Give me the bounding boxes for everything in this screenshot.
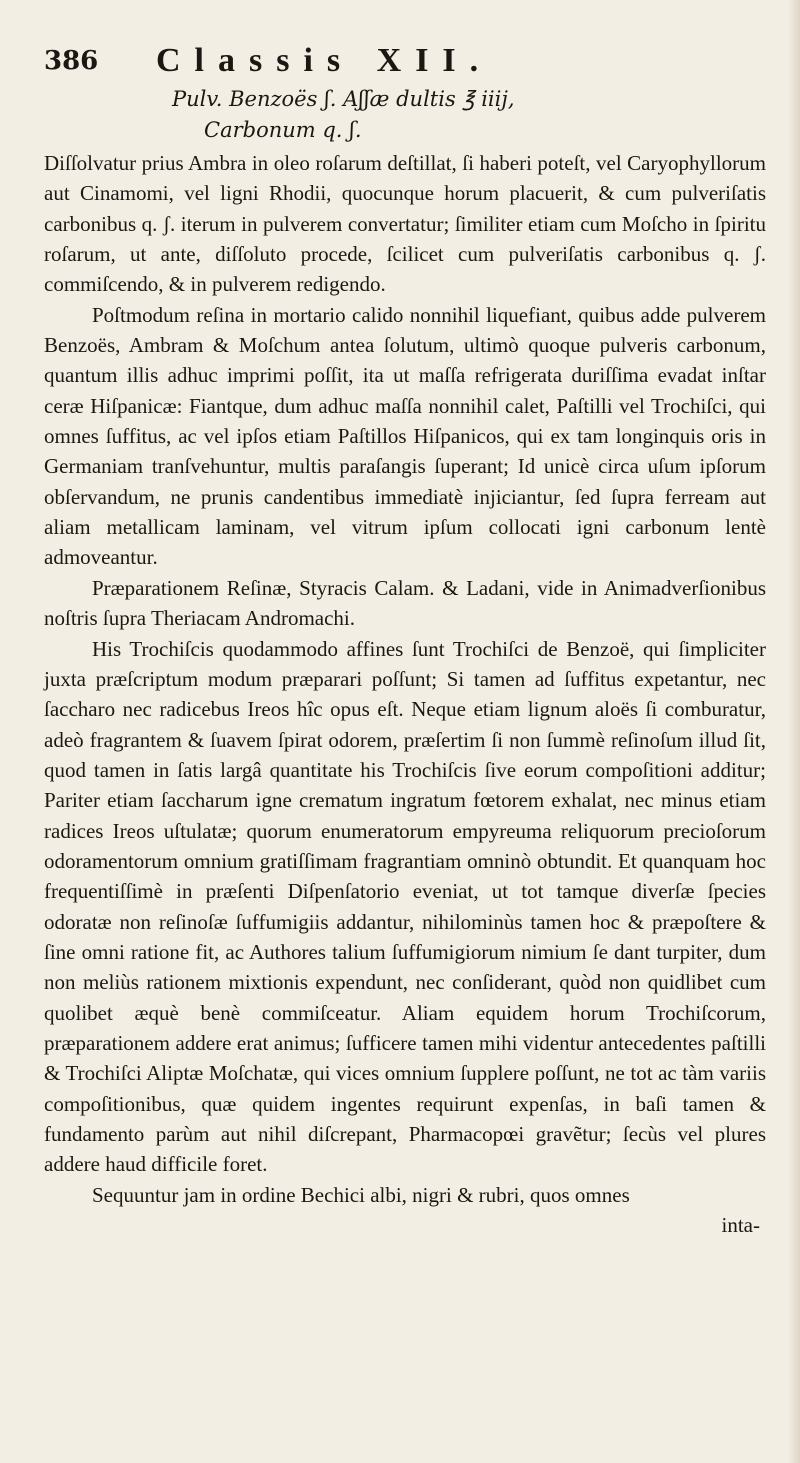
paragraph-4: His Trochiſcis quodammodo affines ſunt Trochiſci de Benzoë, qui ſimpliciter juxta præſcriptum modum præparari poſſunt; Si tamen ad ſuffitus expetantur, nec ſaccharo nec radicebus Ireos hîc opus eſt. Neque etiam lignum aloës ſi comburatur, adeò fragrantem & ſuavem ſpirat odorem, præſertim ſi non ſummè reſinoſum illud ſit, quod tamen in ſatis largâ quantitate his Trochiſcis ſive eorum compoſitioni additur; Pariter etiam ſaccharum igne crematum ingratum fœtorem exhalat, nec minus etiam radices Ireos uſtulatæ; quorum enumeratorum empyreuma reliquorum precioſorum odoramentorum omnium gratiſſimam fragrantiam omninò obtundit. Et quanquam hoc frequentiſſimè in præſenti Diſpenſatorio eveniat, ut tot tamque diverſæ ſpecies odoratæ non reſinoſæ ſuffumigiis addantur, nihilominùs tamen hoc & præpoſtere & ſine omni ratione fit, ac Authores talium ſuffumigiorum nimium ſe dant turpiter, dum non meliùs rationem mixtionis expendunt, nec conſiderant, quòd non quidlibet cum quolibet æquè benè commiſceatur. Aliam equidem horum Trochiſcorum, præparationem addere erat animus; ſufficere tamen mihi videntur antecedentes paſtilli & Trochiſci Aliptæ Moſchatæ, qui vices omnium ſupplere poſſunt, ne tot ac tàm variis compoſitionibus, quæ quidem ingentes requirunt expenſas, in baſi tamen & fundamento parùm aut nihil diſcrepant, Pharmacopœi gravẽtur; ſecùs vel plures addere haud difficile foret. xyxy=(44,636,766,1177)
running-head: Classis XII. xyxy=(156,42,493,79)
page-number: 386 xyxy=(44,46,99,76)
paragraph-1: Diſſolvatur prius Ambra in oleo roſarum deſtillat, ſi haberi poteſt, vel Caryophyllorum aut Cinamomi, vel ligni Rhodii, quocunque horum placuerit, & cum pulveriſatis carbonibus q. ʃ. iterum in pulverem convertatur; ſimiliter etiam cum Moſcho in ſpiritu roſarum, ut ante, diſſoluto procede, ſcilicet cum pulveriſatis carbonibus q. ʃ. commiſcendo, & in pulverem redigendo. xyxy=(44,151,766,297)
recipe-line-1: Pulv. Benzoës ʃ. Aʃʃæ dultis ℥ iiij, xyxy=(172,87,515,111)
page-header xyxy=(44,40,766,84)
page-edge-shadow xyxy=(788,0,800,1463)
catchword: inta- xyxy=(721,1213,760,1238)
body-text xyxy=(44,148,766,1210)
paragraph-2: Poſtmodum reſina in mortario calido nonnihil liquefiant, quibus adde pulverem Benzoës, Ambram & Moſchum antea ſolutum, ultimò quoque pulveris carbonum, quantum illis adhuc imprimi poſſit, ita ut maſſa refrigerata duriſſima evadat inſtar ceræ Hiſpanicæ: Fiantque, dum adhuc maſſa nonnihil calet, Paſtilli vel Trochiſci, qui omnes ſuffitus, ac vel ipſos etiam Paſtillos Hiſpanicos, qui ex tam longinquis oris in Germaniam tranſvehuntur, multis paraſangis ſuperant; Id unicè circa uſum ipſorum obſervandum, ne prunis candentibus immediatè injiciantur, ſed ſupra ferream aut aliam metallicam laminam, vel vitrum ipſum collocati igni carbonum lentè admoveantur. xyxy=(44,302,766,570)
recipe-line-2: Carbonum q. ʃ. xyxy=(204,118,362,142)
paragraph-3: Præparationem Reſinæ, Styracis Calam. & Ladani, vide in Animadverſionibus noſtris ſupra Theriacam Andromachi. xyxy=(44,575,766,631)
paragraph-5: Sequuntur jam in ordine Bechici albi, nigri & rubri, quos omnes xyxy=(92,1182,630,1207)
